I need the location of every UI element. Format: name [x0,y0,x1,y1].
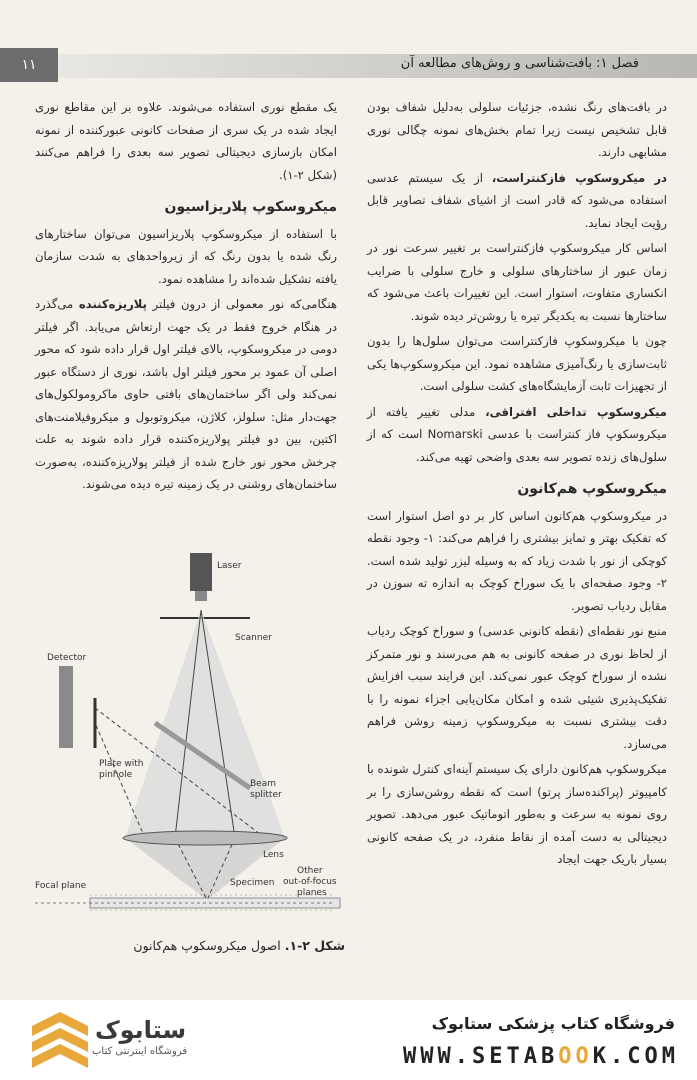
right-column [367,96,667,874]
logo-subtitle: فروشگاه اینترنتی کتاب [92,1046,188,1057]
figure-caption [35,938,345,953]
label-detector: Detector [47,653,87,663]
term-phase-contrast: در میکروسکوپ فازکنتراست، [491,170,667,185]
page-header [0,48,697,82]
paragraph: در میکروسکوپ هم‌کانون اساس کار بر دو اصل استوار است که تفکیک بهتر و تمایز بیشتری را فراهم می‌کند: ۱- وجود نقطه کوچکی از نور با شدت زیاد که به وسیله لیزر تولید شده است. ۲- وجود صفحه‌ای با یک سوراخ کوچک به اندازه ته سوزن در مقابل ردیاب تصویر. [367,508,668,613]
label-other-2: out-of-focus [283,877,337,887]
caption-number: شکل ۲-۱. [284,938,345,953]
paragraph: چون با میکروسکوپ فازکنتراست می‌توان سلول‌ها را بدون ثابت‌سازی یا رنگ‌آمیزی مشاهده نمود. این میکروسکوپ‌ها یکی از تجهیزات ثابت آزمایشگاه‌های کشت سلولی است. [367,334,667,393]
confocal-diagram [35,548,345,968]
paragraph: با استفاده از میکروسکوپ پلاریزاسیون می‌توان ساختارهای رنگ شده یا بدون رنگ که از زیرواحدهای به شدت سازمان یافته تشکیل شده‌اند را مشاهده نمود. [35,226,337,286]
store-name: فروشگاه کتاب پزشکی ستابوک [431,1014,675,1033]
label-other-1: Other [297,866,323,876]
logo-chevron-icon [30,1012,90,1068]
detector-box [59,666,73,748]
paragraph: منبع نور نقطه‌ای (نقطه کانونی عدسی) و سوراخ کوچک ردیاب از لحاظ نوری در صفحه کانونی به هم می‌رسند و نور متمرکز نشده از سوراخ کوچک عبور نمی‌کند. این فرایند سبب افزایش تفکیک‌پذیری شیئی شده و امکان مکان‌یابی اجزاء نمونه را با دقت بیشتری نسبت به میکروسکوپ زمینه روشن فراهم می‌سازد. [367,624,667,751]
laser-box [190,553,212,591]
paragraph: اساس کار میکروسکوپ فازکنتراست بر تغییر سرعت نور در زمان عبور از ساختارهای سلولی و خارج سلولی با ضرایب انکساری متفاوت، استوار است. این تغییرات باعث می‌شود که ساختارها نسبت به یکدیگر تیره یا روشن‌تر دیده شوند. [367,241,667,323]
footer-banner [0,1000,697,1080]
paragraph: میکروسکوپ هم‌کانون دارای یک سیستم آینه‌ای کنترل شونده با کامپیوتر (پراکنده‌ساز پرتو) است که نقطه روشن‌سازی را بر روی نمونه به سرعت و به‌طور اتوماتیک عبور می‌دهد. تصویر دیجیتالی به دست آمده از نقاط منفرد، در یک صفحه کانونی بسیار باریک جهت ایجاد [367,762,667,866]
page-number: ۱۱ [0,48,58,82]
label-splitter: splitter [250,790,282,800]
focus-cone [125,838,285,900]
term-dic: میکروسکوپ تداخلی افتراقی، [485,404,667,419]
label-plate: Plate with [99,759,144,769]
paragraph: در میکروسکوپ فازکنتراست، از یک سیستم عدسی استفاده می‌شود که قادر است از اشیای شفاف تصاویر قابل رؤیت ایجاد نماید. [367,170,667,230]
setabook-logo[interactable] [30,1012,280,1068]
label-specimen: Specimen [230,878,275,888]
term-polarizer: پلاریزه‌کننده [78,297,147,311]
label-lens: Lens [263,850,284,860]
store-url[interactable]: WWW.SETABOOK.COM [403,1044,679,1069]
label-focal-plane: Focal plane [35,881,87,891]
paragraph: در بافت‌های رنگ نشده، جزئیات سلولی به‌دلیل شفاف بودن قابل تشخیص نیست زیرا تمام بخش‌های نمونه چگالی نوری مشابهی دارند. [367,100,667,159]
chapter-title: فصل ۱: بافت‌شناسی و روش‌های مطالعه آن [400,56,639,71]
label-scanner: Scanner [235,633,272,643]
light-cone [125,610,285,838]
section-heading-polarization: میکروسکوپ پلاریزاسیون [164,199,337,215]
diagram-svg [35,548,345,933]
logo-text: ستابوک [95,1016,187,1044]
label-pinhole: pinhole [99,770,133,780]
paragraph: یک مقطع نوری استفاده می‌شوند. علاوه بر این مقاطع نوری ایجاد شده در یک سری از صفحات کانونی عبورکننده از نمونه امکان بازسازی دیجیتالی تصویر سه بعدی را فراهم می‌کنند (شکل ۲-۱). [35,100,337,182]
laser-nozzle [195,591,207,601]
section-heading-confocal: میکروسکوپ هم‌کانون [517,481,667,497]
left-column [35,96,337,499]
paragraph: هنگامی‌که نور معمولی از درون فیلتر پلاریزه‌کننده می‌گذرد در هنگام خروج فقط در یک جهت ارتعاش می‌یابد. اگر فیلتر دومی در میکروسکوپ، بالای فیلتر اول قرار داده شود که محور اصلی آن عمود بر محور فیلتر اول باشد، نوری از دستگاه عبور نمی‌کند ولی اگر ساختمان‌های بافتی حاوی ماکرومولکول‌های جهت‌دار مثل: سلولز، کلاژن، میکروتوبول و میکروفیلامنت‌های اکتین، بین دو فیلتر پولاریزه‌کننده قرار داده شوند به علت چرخش محور نور خارج شده از فیلتر پولاریزه‌کننده، به‌صورت ساختمان‌های روشنی در یک زمینه تیره دیده می‌شوند. [35,297,337,491]
paragraph: میکروسکوپ تداخلی افتراقی، مدلی تغییر یافته از میکروسکوپ فاز کنتراست با عدسی Nomarski است که از سلول‌های زنده تصویر سه بعدی واضحی تهیه می‌کند. [367,404,667,464]
lens [123,831,287,845]
label-other-3: planes [297,888,327,898]
caption-text: اصول میکروسکوپ هم‌کانون [133,938,281,953]
label-beam: Beam [250,779,276,789]
label-laser: Laser [217,561,242,571]
